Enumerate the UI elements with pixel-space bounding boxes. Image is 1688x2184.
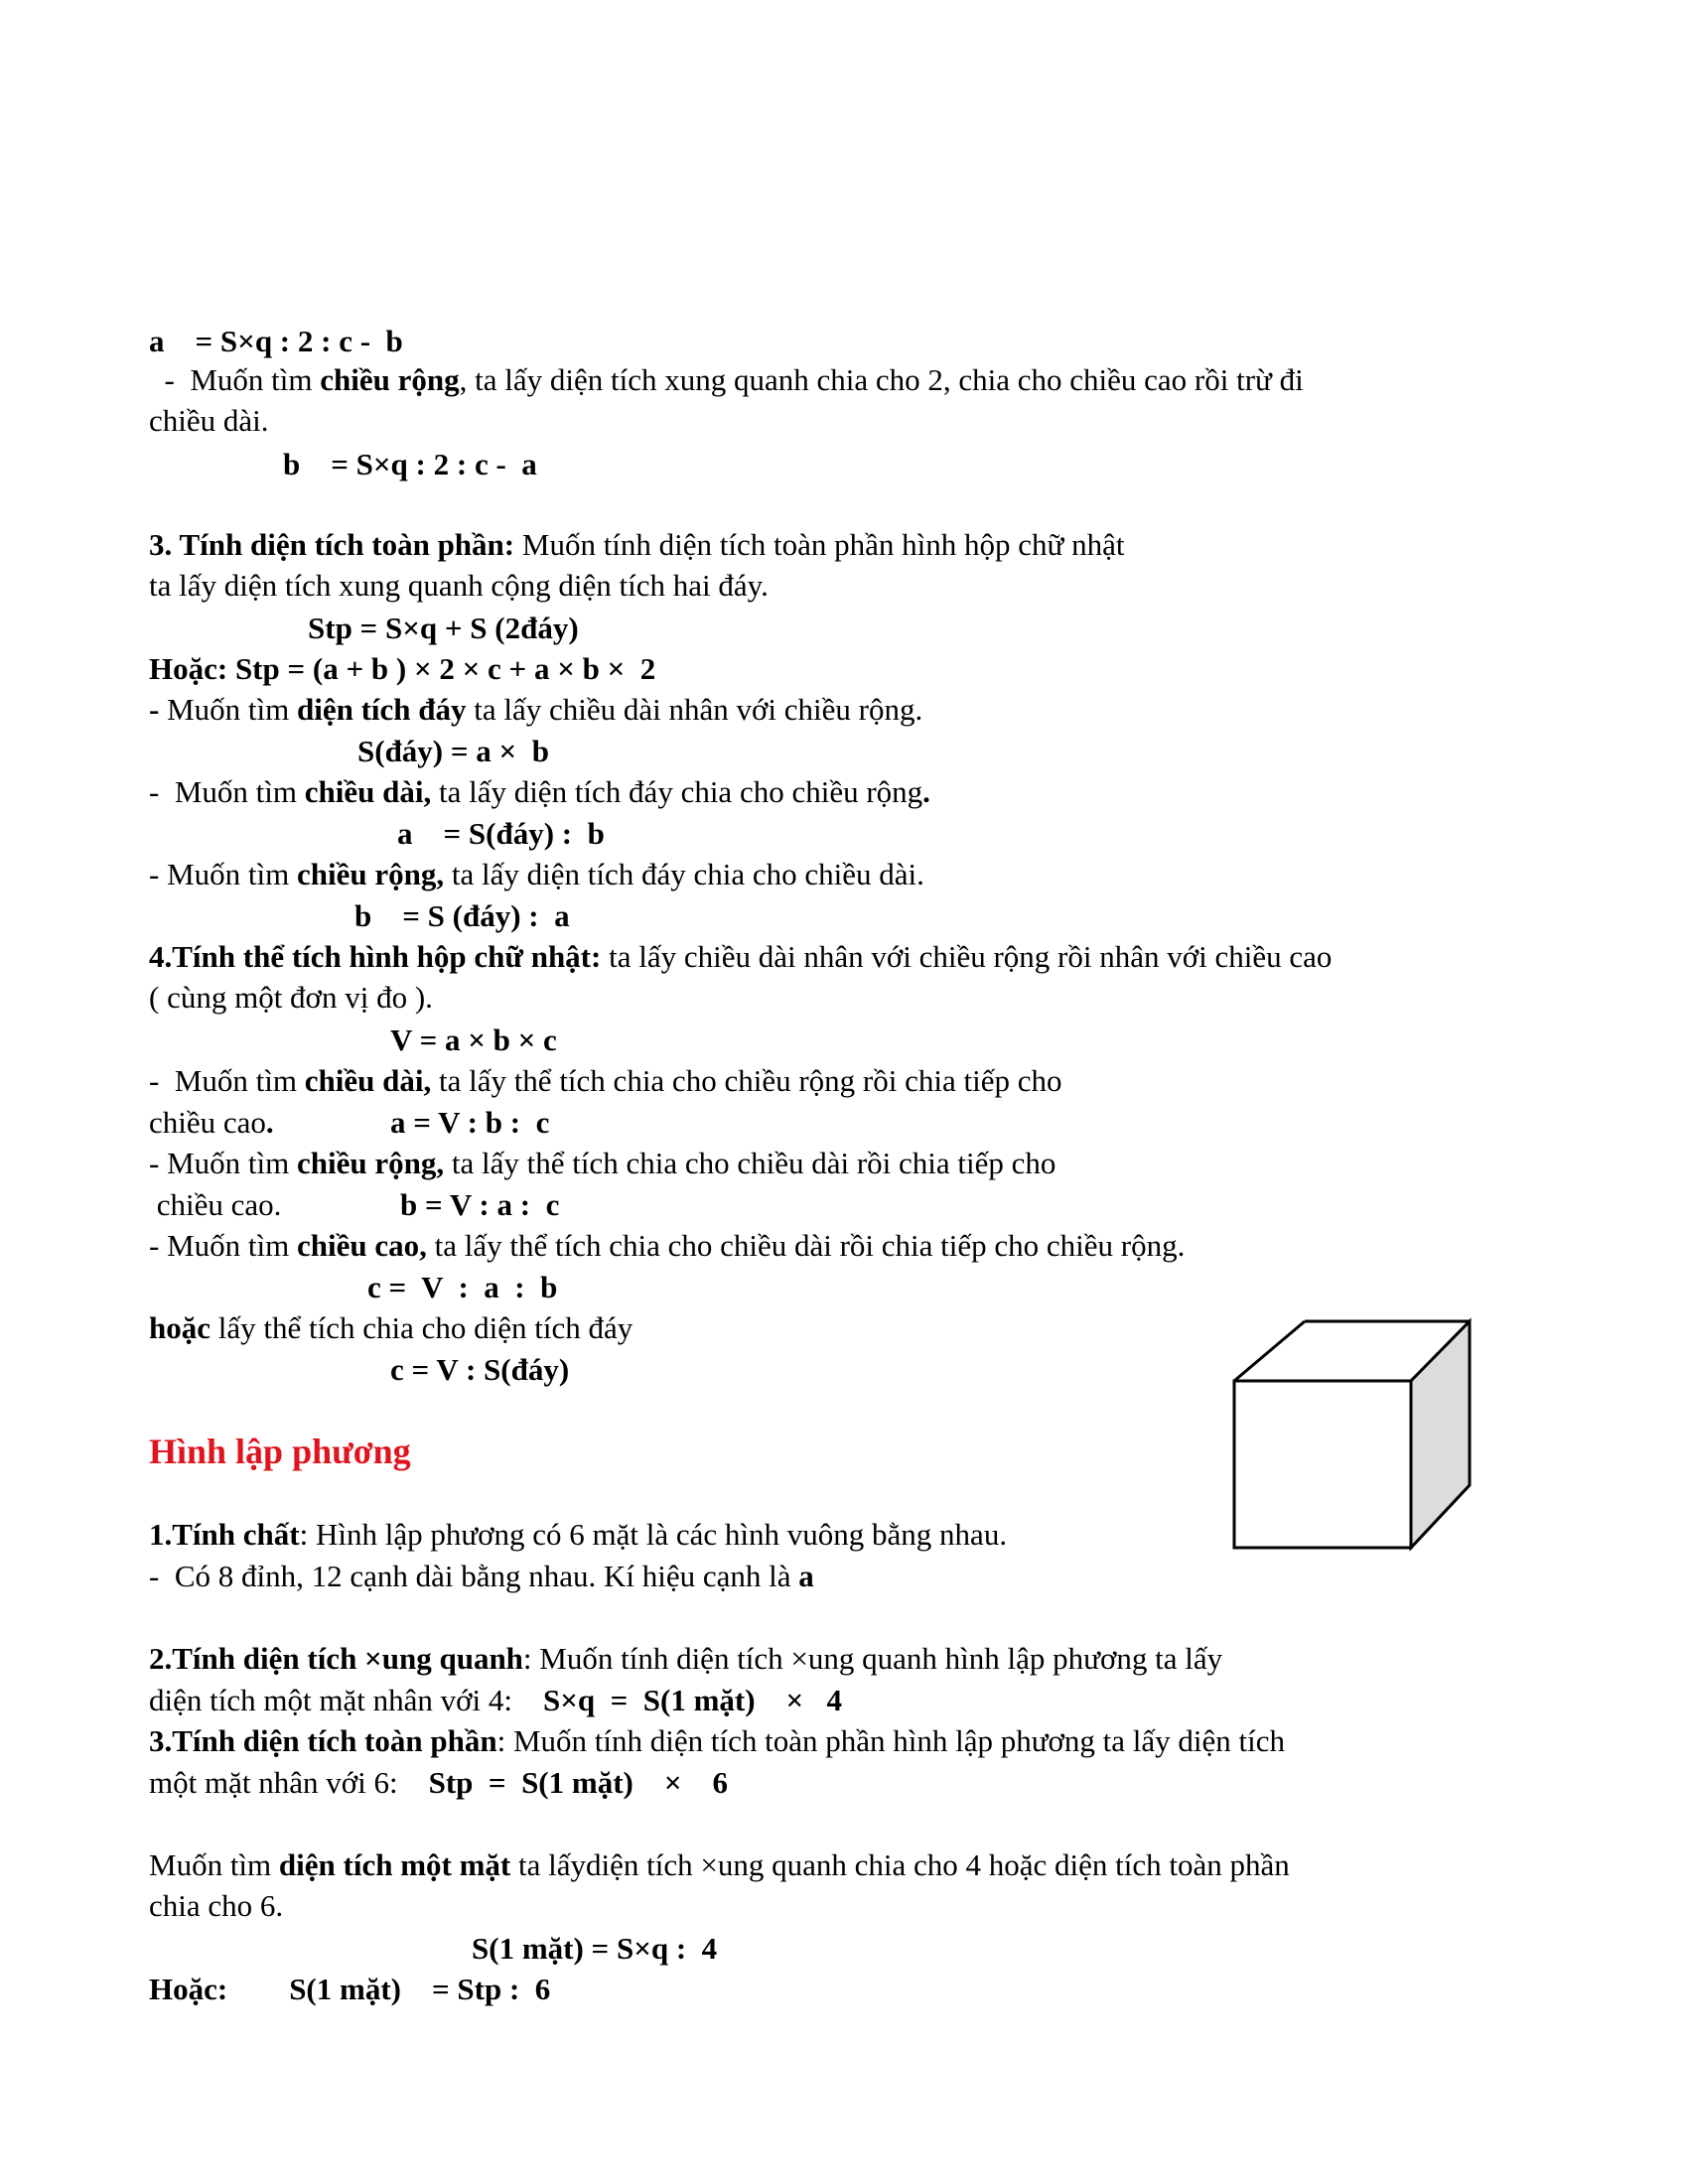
heading-cube: Hình lập phương	[149, 1432, 411, 1471]
formula-length-from-base: a = S(đáy) : b	[397, 816, 605, 851]
cube-property: 1.Tính chất: Hình lập phương có 6 mặt là các hình vuông bằng nhau.	[149, 1517, 1008, 1552]
rule-find-width-cont: chiều dài.	[149, 403, 269, 438]
formula-volume: V = a × b × c	[390, 1023, 557, 1057]
rule-length-from-volume-cont: chiều cao. a = V : b : c	[149, 1105, 550, 1140]
formula-face-from-stp: Hoặc: S(1 mặt) = Stp : 6	[149, 1972, 551, 2006]
formula-base-area: S(đáy) = a × b	[357, 734, 549, 768]
section-3-cont: ta lấy diện tích xung quanh cộng diện tích hai đáy.	[149, 568, 769, 603]
cube-total-area: 3.Tính diện tích toàn phần: Muốn tính diện tích toàn phần hình lập phương ta lấy diện tích	[149, 1723, 1286, 1758]
formula-stp-alt: Hoặc: Stp = (a + b ) × 2 × c + a × b × 2	[149, 651, 656, 686]
rule-height-from-base: hoặc lấy thể tích chia cho diện tích đáy	[149, 1310, 633, 1345]
rule-height-from-volume: - Muốn tìm chiều cao, ta lấy thể tích chia cho chiều dài rồi chia tiếp cho chiều rộng.	[149, 1228, 1186, 1263]
cube-lateral-area-cont: diện tích một mặt nhân với 4: S×q = S(1 mặt) × 4	[149, 1683, 842, 1717]
formula-stp: Stp = S×q + S (2đáy)	[308, 611, 579, 645]
rule-find-width: - Muốn tìm chiều rộng, ta lấy diện tích xung quanh chia cho 2, chia cho chiều cao rồi trừ đi	[149, 362, 1304, 397]
formula-height-from-volume: c = V : a : b	[367, 1270, 558, 1304]
rule-width-from-volume: - Muốn tìm chiều rộng, ta lấy thể tích chia cho chiều dài rồi chia tiếp cho	[149, 1146, 1056, 1180]
formula-b-from-sxq: b = S×q : 2 : c - a	[283, 447, 537, 481]
cube-total-area-cont: một mặt nhân với 6: Stp = S(1 mặt) × 6	[149, 1765, 729, 1800]
section-4-cont: ( cùng một đơn vị đo ).	[149, 980, 433, 1015]
section-4-volume: 4.Tính thể tích hình hộp chữ nhật: ta lấy chiều dài nhân với chiều rộng rồi nhân với chiều cao	[149, 939, 1333, 974]
rule-length-from-base: - Muốn tìm chiều dài, ta lấy diện tích đáy chia cho chiều rộng.	[149, 774, 930, 809]
formula-face-from-sxq: S(1 mặt) = S×q : 4	[472, 1931, 718, 1966]
formula-a-from-sxq: a = S×q : 2 : c - b	[149, 324, 403, 358]
formula-height-from-base: c = V : S(đáy)	[390, 1352, 570, 1387]
cube-lateral-area: 2.Tính diện tích ×ung quanh: Muốn tính diện tích ×ung quanh hình lập phương ta lấy	[149, 1641, 1223, 1676]
cube-face-area-rule: Muốn tìm diện tích một mặt ta lấydiện tích ×ung quanh chia cho 4 hoặc diện tích toàn phần	[149, 1847, 1290, 1882]
rule-base-area: - Muốn tìm diện tích đáy ta lấy chiều dài nhân với chiều rộng.	[149, 692, 923, 727]
rule-length-from-volume: - Muốn tìm chiều dài, ta lấy thể tích chia cho chiều rộng rồi chia tiếp cho	[149, 1063, 1062, 1098]
section-3-total-area: 3. Tính diện tích toàn phần: Muốn tính diện tích toàn phần hình hộp chữ nhật	[149, 527, 1125, 562]
formula-width-from-base: b = S (đáy) : a	[354, 898, 570, 933]
rule-width-from-base: - Muốn tìm chiều rộng, ta lấy diện tích đáy chia cho chiều dài.	[149, 857, 924, 891]
rule-width-from-volume-cont: chiều cao. b = V : a : c	[149, 1187, 560, 1222]
cube-face-area-rule-cont: chia cho 6.	[149, 1888, 284, 1923]
cube-property-cont: - Có 8 đỉnh, 12 cạnh dài bằng nhau. Kí hiệu cạnh là a	[149, 1559, 814, 1593]
